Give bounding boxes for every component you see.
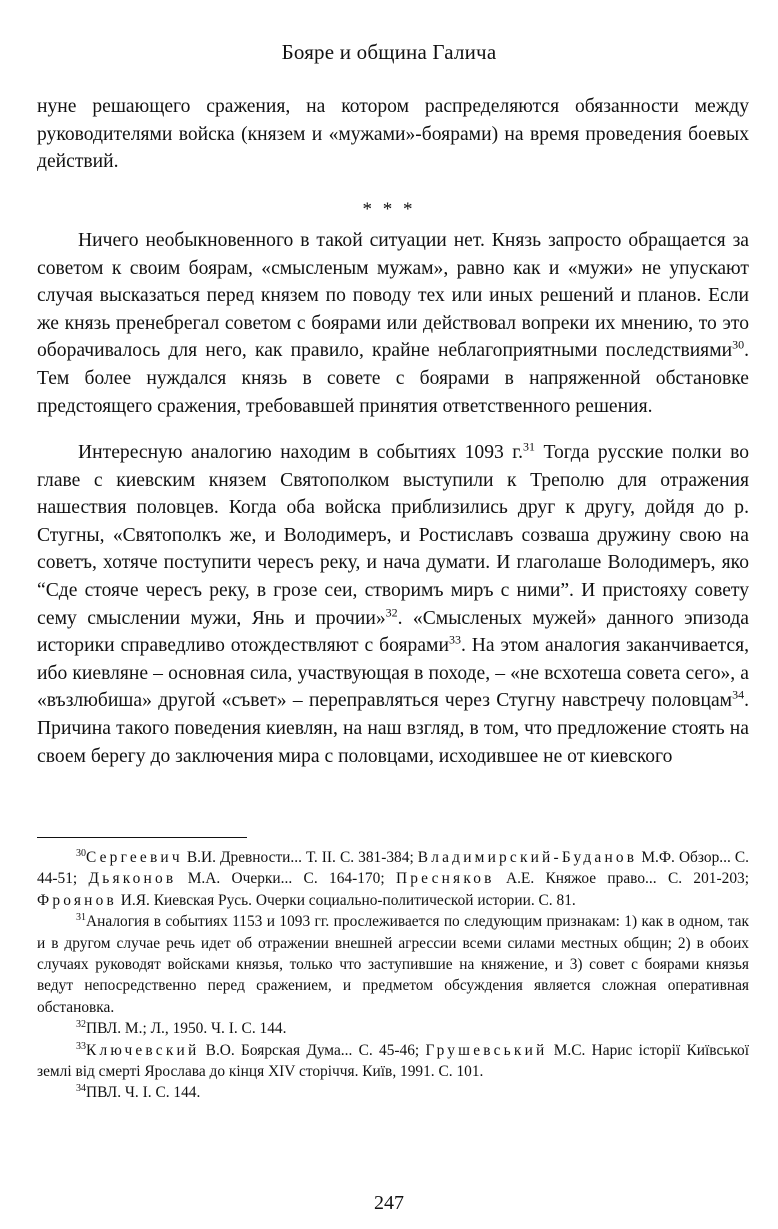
page-number: 247	[374, 1192, 404, 1214]
footnote-30-text-4: А.Е. Княжое право... С. 201-203;	[494, 870, 749, 888]
running-title: Бояре и община Галича	[281, 40, 497, 64]
footnote-32	[37, 1018, 749, 1039]
paragraph-1-part-a: Ничего необыкновенного в такой ситуации нет. Князь запросто обращается за советом к своим боярам, «смысленым мужам», равно как и «мужи» не упускают случая высказаться перед князем по поводу тех или иных решений и планов. Если же князь пренебрегал советом с боярами или действовал вопреки их мнению, то это оборачивалось для него, как правило, крайне неблагоприятными последствиями	[37, 230, 749, 362]
footnote-33-text-1: В.О. Боярская Дума... С. 45-46;	[199, 1041, 426, 1059]
footnote-33-number: 33	[76, 1040, 86, 1052]
footnote-ref-34[interactable]: 34	[732, 687, 745, 702]
paragraph-2-part-c: . «Смысленых мужей» данного эпизода историки справедливо отождествляют с боярами	[37, 607, 749, 657]
paragraph-2	[37, 439, 749, 770]
paragraph-2-part-d: . На этом аналогия заканчивается, ибо киевляне – основная сила, участвующая в походе, – «не всхотеша совета сего», а «възлюбиша» другой «съвет» – переправляться через Стугну навстречу половцам	[37, 635, 750, 712]
paragraph-1-part-b: . Тем более нуждался князь в совете с боярами в напряженной обстановке предстоящего сражения, требовавшей принятия ответственного решения.	[37, 340, 749, 417]
footnote-32-text: ПВЛ. М.; Л., 1950. Ч. I. С. 144.	[86, 1020, 287, 1038]
paragraph-1	[37, 227, 749, 420]
paragraph-2-part-e: . Причина такого поведения киевлян, на наш взгляд, в том, что предложение стоять на своем берегу до заключения мира с половцами, исходившее не от киевского	[37, 690, 749, 767]
footnote-30-text-1: В.И. Древности... Т. II. С. 381-384;	[182, 849, 418, 866]
footnote-34-number: 34	[76, 1083, 86, 1095]
footnote-ref-31[interactable]: 31	[523, 439, 535, 454]
section-divider: * * *	[362, 199, 416, 220]
footnotes	[37, 847, 749, 1104]
footnote-31-text: Аналогия в событиях 1153 и 1093 гг. прослеживается по следующим признакам: 1) как в одном, так и в другом случае речь идет об отражении внешней агрессии всеми силами местных общин; 2) в обоих случаях руководят войсками князья, только что заступившие на княжение, и 3) совет с боярами князья ведут непосредственно перед сражением, и предметом обсуждения является сложная оперативная обстановка.	[37, 913, 749, 1016]
paragraph-1-text	[37, 227, 749, 420]
footnote-33	[37, 1040, 749, 1083]
footnote-30-text-5: И.Я. Киевская Русь. Очерки социально-политической истории. С. 81.	[116, 891, 576, 909]
footnote-34	[37, 1082, 749, 1103]
footnote-31-number: 31	[76, 912, 86, 924]
paragraph-0-text: нуне решающего сражения, на котором распределяются обязанности между руководителями войска (князем и «мужами»-боярами) на время проведения боевых действий.	[37, 96, 749, 173]
footnote-30-number: 30	[76, 847, 86, 859]
paragraph-2-text	[37, 439, 749, 770]
footnote-30-author-3: Дьяконов	[88, 870, 177, 888]
footnote-33-author-1: Ключевский	[86, 1041, 200, 1059]
footnote-32-number: 32	[76, 1019, 86, 1031]
footnote-30-author-1: Сергеевич	[86, 849, 183, 866]
footnote-33-author-2: Грушевський	[425, 1041, 548, 1059]
footnote-30	[37, 847, 749, 911]
footnote-33-text-2: М.С. Нарис історії Київської землі від смерті Ярослава до кінця XIV сторіччя. Київ, 1991. С. 101.	[37, 1041, 749, 1081]
footnote-34-text: ПВЛ. Ч. I. С. 144.	[86, 1084, 201, 1102]
footnote-ref-30[interactable]: 30	[732, 337, 745, 352]
paragraph-2-part-b: Тогда русские полки во главе с киевским князем Святополком выступили к Треполю для отражения нашествия половцев. Когда оба войска приблизились друг к другу, дойдя до р. Стугны, «Святополкъ же, и Володимеръ, и Ростиславъ созваша дружину свою на советъ, хотяче поступити чересъ реку, и нача думати. И глаголаше Володимеръ, яко “Сде стояче чересъ реку, в грозе сеи, створимъ миръ с ними”. И пристояху совету сему смыслении мужи, Янь и прочии»	[37, 442, 750, 629]
footnote-separator	[37, 837, 247, 838]
footnote-30-author-4: Пресняков	[395, 870, 495, 888]
footnote-31	[37, 911, 749, 1018]
footnote-ref-32[interactable]: 32	[385, 605, 398, 620]
footnote-30-author-2: Владимирский-Буданов	[417, 849, 638, 866]
paragraph-2-part-a: Интересную аналогию находим в событиях 1093 г.	[78, 442, 523, 463]
footnote-30-text-3: М.А. Очерки... С. 164-170;	[176, 870, 396, 888]
footnote-ref-33[interactable]: 33	[448, 632, 461, 647]
footnote-30-text-2: М.Ф. Обзор... С. 44-51;	[37, 849, 749, 888]
paragraph-continuation	[37, 93, 749, 176]
footnote-30-author-5: Фроянов	[37, 891, 117, 909]
